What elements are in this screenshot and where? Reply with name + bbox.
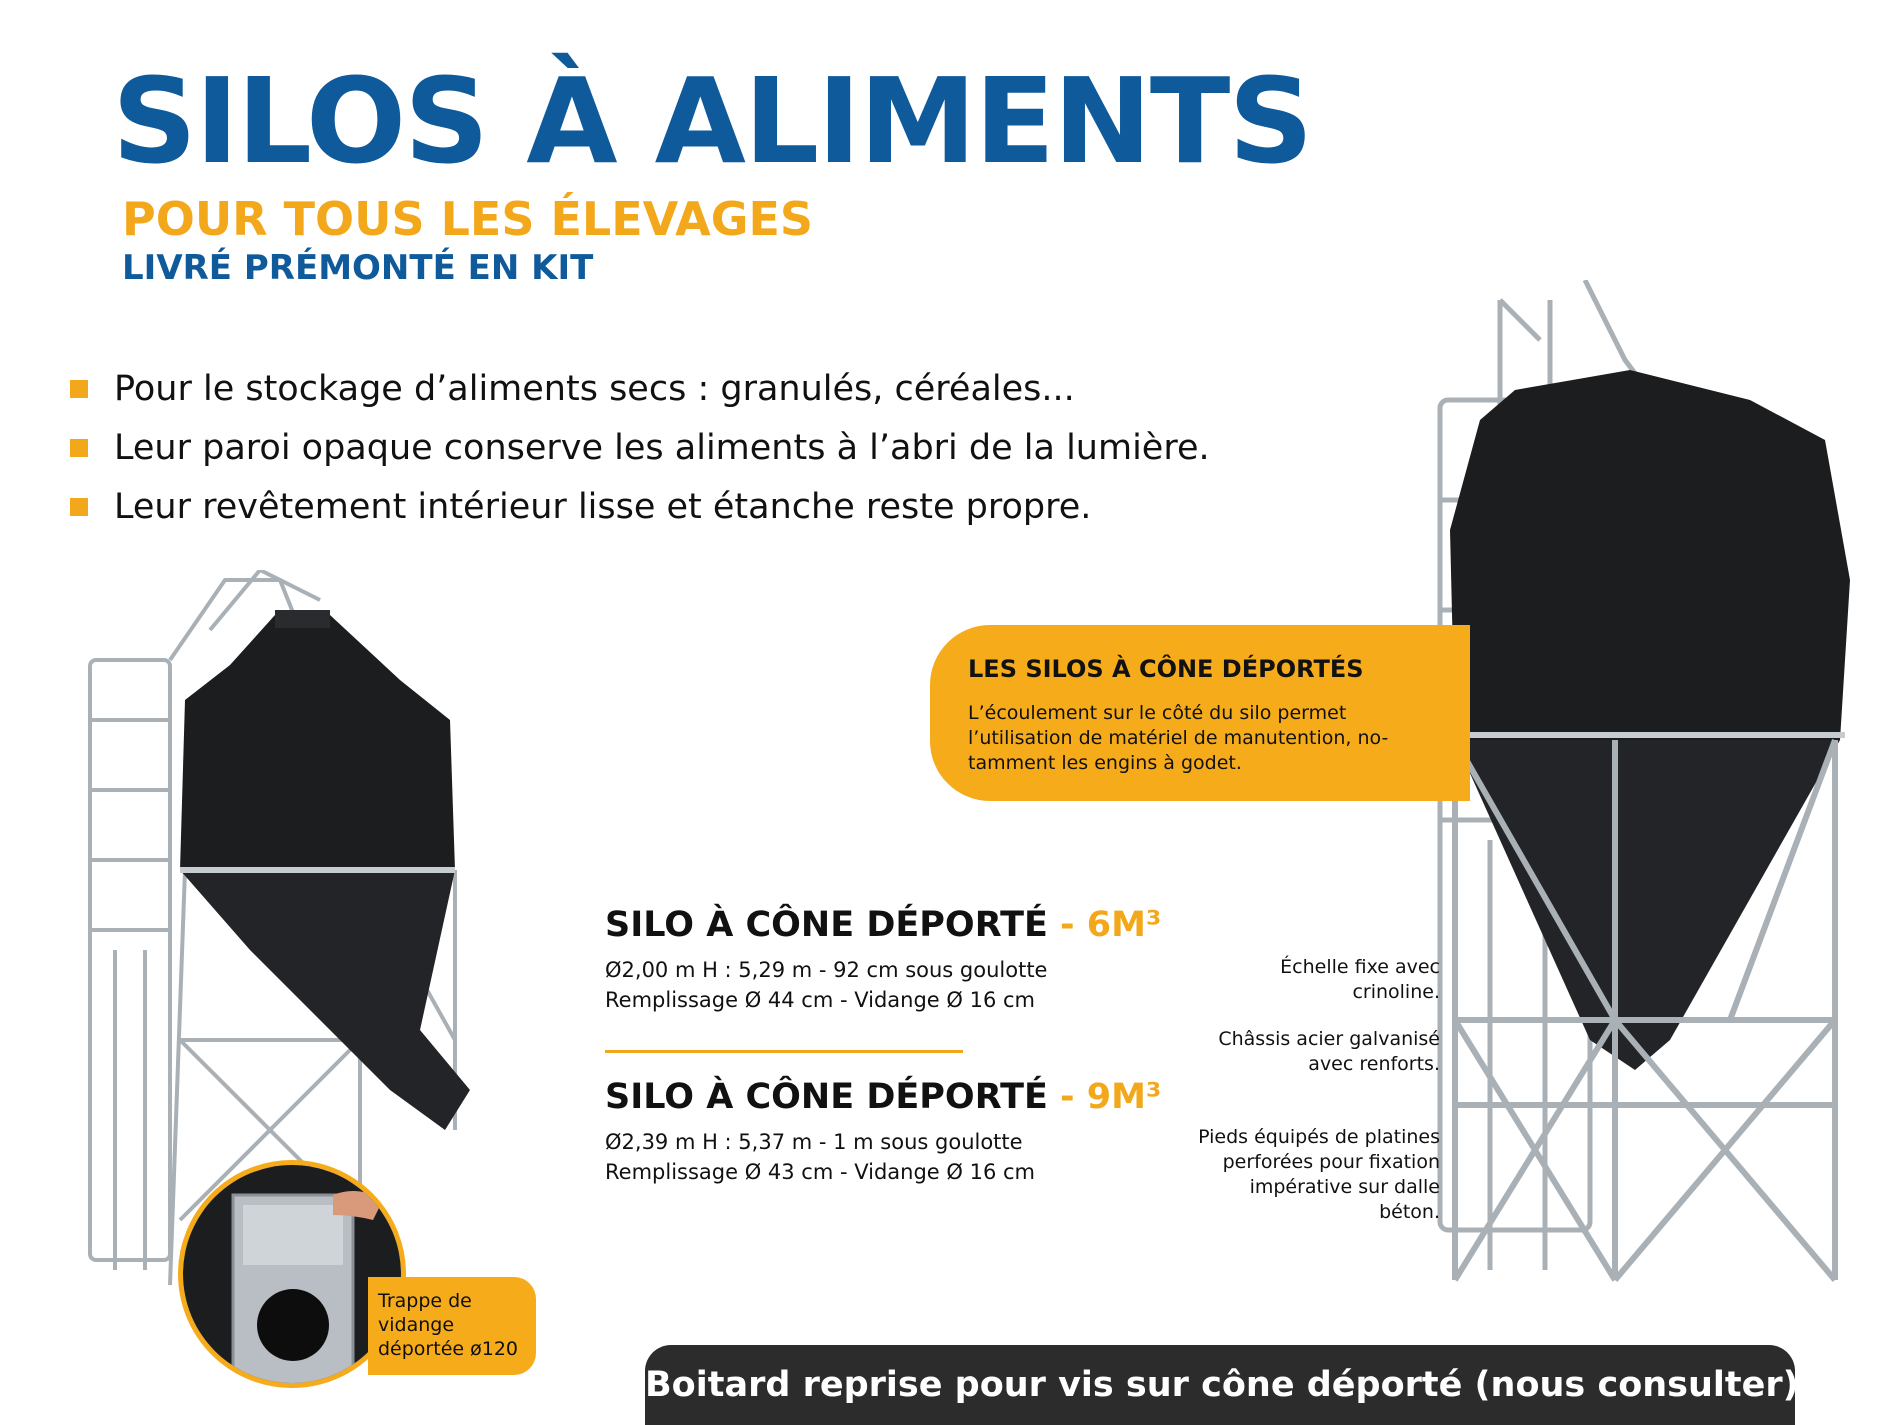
bullet-square-icon [70, 380, 88, 398]
bullet-item [68, 419, 1210, 478]
offset-cone-callout [930, 625, 1470, 801]
product-title [605, 1077, 1161, 1117]
product-name: SILO À CÔNE DÉPORTÉ [605, 1077, 1048, 1117]
consult-banner-text: Boitard reprise pour vis sur cône déporté (nous consulter) [645, 1365, 1799, 1405]
product-divider [605, 1050, 963, 1053]
callout-heading: LES SILOS À CÔNE DÉPORTÉS [968, 655, 1364, 683]
bullet-square-icon [70, 498, 88, 516]
feature-note-ladder: Échelle fixe avec crinoline. [1280, 956, 1440, 1003]
trappe-label [368, 1277, 536, 1375]
product-spec-dimensions: Ø2,00 m H : 5,29 m - 92 cm sous goulotte [605, 958, 1048, 982]
trappe-label-text: Trappe de vidange déportée ø120 [378, 1290, 519, 1360]
bullet-item [68, 360, 1210, 419]
product-9m3 [605, 1077, 1161, 1187]
feature-note-feet: Pieds équipés de platines perforées pour fixation impérative sur dalle béton. [1198, 1126, 1440, 1223]
product-6m3 [605, 905, 1161, 1015]
page-tagline: LIVRÉ PRÉMONTÉ EN KIT [122, 248, 594, 288]
product-spec-filling: Remplissage Ø 43 cm - Vidange Ø 16 cm [605, 1160, 1036, 1184]
bullet-square-icon [70, 439, 88, 457]
page-title: SILOS À ALIMENTS [112, 52, 1312, 190]
feature-note-chassis: Châssis acier galvanisé avec renforts. [1218, 1028, 1440, 1075]
bullet-item [68, 478, 1210, 537]
silo-9m3-image [1430, 280, 1890, 1310]
feature-bullet-list [68, 360, 1210, 537]
consult-banner [645, 1345, 1799, 1425]
product-volume: - 6M³ [1060, 905, 1162, 945]
bullet-text: Leur paroi opaque conserve les aliments à l’abri de la lumière. [114, 428, 1210, 468]
product-title [605, 905, 1161, 945]
page-subtitle: POUR TOUS LES ÉLEVAGES [122, 192, 814, 246]
callout-body: L’écoulement sur le côté du silo permet l’utilisation de matériel de manutention, no-tamment les engins à godet. [968, 702, 1389, 774]
product-spec-dimensions: Ø2,39 m H : 5,37 m - 1 m sous goulotte [605, 1130, 1023, 1154]
product-volume: - 9M³ [1060, 1077, 1162, 1117]
product-name: SILO À CÔNE DÉPORTÉ [605, 905, 1048, 945]
bullet-text: Leur revêtement intérieur lisse et étanche reste propre. [114, 487, 1092, 527]
product-spec-filling: Remplissage Ø 44 cm - Vidange Ø 16 cm [605, 988, 1036, 1012]
bullet-text: Pour le stockage d’aliments secs : granulés, céréales... [114, 369, 1075, 409]
